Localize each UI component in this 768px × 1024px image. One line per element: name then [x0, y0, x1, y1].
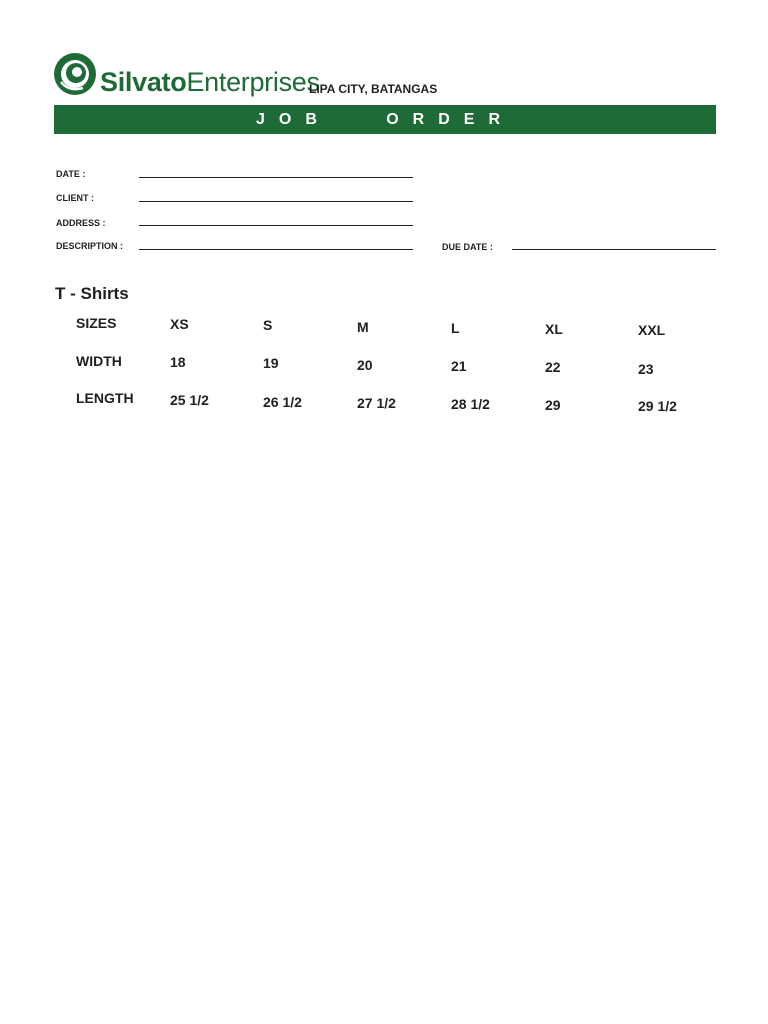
- client-field-line[interactable]: [139, 201, 413, 202]
- width-cell-s: 19: [263, 355, 279, 371]
- due-date-field-line[interactable]: [512, 249, 716, 250]
- due-date-label: DUE DATE :: [442, 242, 493, 252]
- title-banner: [54, 105, 716, 134]
- length-row-label: LENGTH: [76, 390, 134, 406]
- width-cell-xl: 22: [545, 359, 561, 375]
- banner-title: JOB ORDER: [255, 111, 514, 128]
- width-cell-l: 21: [451, 358, 467, 374]
- size-cell-m: M: [357, 319, 369, 335]
- address-label: ADDRESS :: [56, 218, 106, 228]
- width-cell-xxl: 23: [638, 361, 654, 377]
- address-field-line[interactable]: [139, 225, 413, 226]
- length-cell-s: 26 1/2: [263, 394, 302, 410]
- description-label: DESCRIPTION :: [56, 241, 124, 251]
- size-cell-xs: XS: [170, 316, 189, 332]
- brand-location: LIPA CITY, BATANGAS: [309, 82, 438, 96]
- sizes-row-label: SIZES: [76, 315, 117, 331]
- width-row-label: WIDTH: [76, 353, 122, 369]
- length-cell-xxl: 29 1/2: [638, 398, 677, 414]
- client-label: CLIENT :: [56, 193, 94, 203]
- size-cell-xxl: XXL: [638, 322, 666, 338]
- size-cell-s: S: [263, 317, 273, 333]
- length-cell-m: 27 1/2: [357, 395, 396, 411]
- length-cell-xl: 29: [545, 397, 561, 413]
- width-cell-xs: 18: [170, 354, 186, 370]
- brand-name: [100, 66, 320, 98]
- size-cell-l: L: [451, 320, 460, 336]
- size-cell-xl: XL: [545, 321, 563, 337]
- date-label: DATE :: [56, 169, 86, 179]
- width-cell-m: 20: [357, 357, 373, 373]
- date-field-line[interactable]: [139, 177, 413, 178]
- length-cell-l: 28 1/2: [451, 396, 490, 412]
- tshirts-title: T - Shirts: [55, 284, 129, 303]
- logo-swirl-icon: [53, 52, 97, 96]
- brand-name-bold: Silvato: [100, 67, 187, 97]
- description-field-line[interactable]: [139, 249, 413, 250]
- length-cell-xs: 25 1/2: [170, 392, 209, 408]
- brand-name-regular: Enterprises: [186, 67, 320, 97]
